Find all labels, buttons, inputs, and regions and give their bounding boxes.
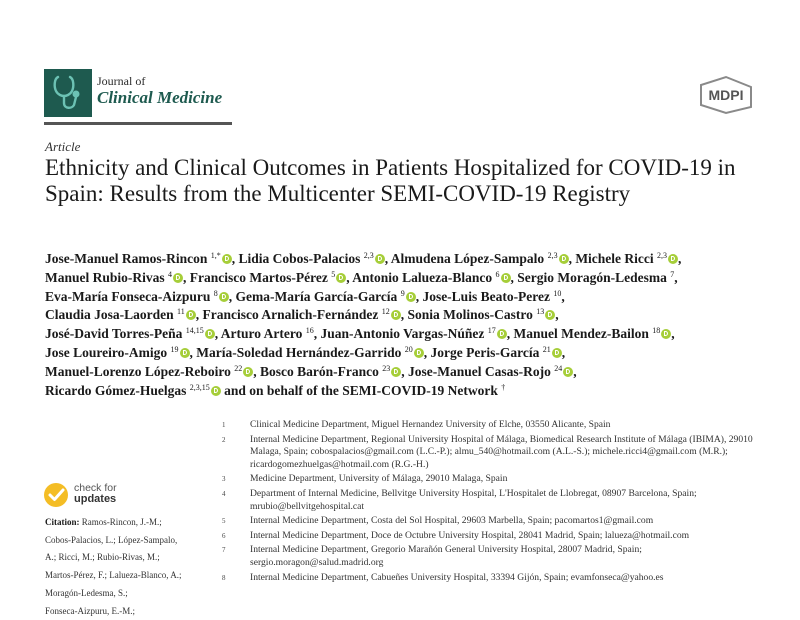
affiliation-item [222,572,767,585]
affiliation-number: 8 [222,573,226,582]
orcid-icon[interactable] [180,348,190,358]
author-name[interactable]: Sonia Molinos-Castro [407,307,537,323]
citation-line [45,532,210,550]
citation-line [45,567,210,585]
journal-name [97,75,222,108]
affiliation-number: 5 [222,517,226,526]
affiliation-superscript: 23 [382,363,391,373]
affiliation-superscript: 19 [170,344,179,354]
affiliation-number: 4 [222,489,226,498]
affiliation-item [222,544,767,569]
affiliation-superscript: 16 [305,326,314,336]
author-line: Jose Loureiro-Amigo $^{19}$ , María-Soledad Hernández-Garrido $^{20}$ , Jorge Peris-García $^{21}$ , [45,344,566,360]
affiliation-superscript: 14,15 [185,326,204,336]
author-name[interactable]: Eva-María Fonseca-Aizpuru [45,288,214,304]
citation-text: Cobos-Palacios, L.; López-Sampalo, [45,534,178,545]
affiliation-superscript: 13 [536,307,545,317]
author-name[interactable]: Manuel-Lorenzo López-Reboiro [45,363,235,379]
affiliation-superscript: 7 [670,269,675,279]
author-name[interactable]: Michele Ricci [575,251,658,266]
author-name[interactable]: Antonio Lalueza-Blanco [352,269,496,285]
author-name[interactable]: Jose-Luis Beato-Perez [422,288,554,304]
affiliation-item [222,515,767,528]
affiliation-superscript: 9 [400,288,405,298]
orcid-icon[interactable] [211,386,221,396]
orcid-icon[interactable] [406,292,416,302]
affiliation-superscript: 12 [381,307,390,317]
affiliation-superscript: 20 [404,344,413,354]
affiliation-item [222,530,767,543]
affiliation-superscript: 5 [331,269,336,279]
author-line [45,382,735,401]
orcid-icon[interactable] [668,254,678,264]
author-name[interactable]: Lidia Cobos-Palacios [238,251,364,266]
affiliation-item [222,434,767,472]
affiliation-superscript: 21 [542,344,551,354]
affiliation-superscript: 11 [177,307,185,317]
article-type: Article [45,139,81,154]
orcid-icon[interactable] [391,310,401,320]
affiliation-superscript: 24 [554,363,563,373]
orcid-icon[interactable] [336,273,346,283]
affiliation-number: 1 [222,421,226,429]
orcid-icon[interactable] [497,329,507,339]
journal-title: Clinical Medicine [97,88,223,107]
orcid-icon[interactable] [205,329,215,339]
affiliation-superscript: 2,3 [657,251,668,260]
orcid-icon[interactable] [391,367,401,377]
affiliation-item [222,419,767,432]
orcid-icon[interactable] [414,348,424,358]
citation-text: A.; Ricci, M.; Rubio-Rivas, M.; [45,552,160,563]
author-name[interactable]: Jose-Manuel Ramos-Rincon [45,251,211,266]
journal-logo [44,69,92,117]
affiliation-item [222,473,767,486]
affiliation-text: Internal Medicine Department, Doce de Octubre University Hospital, 28041 Madrid, Spain; lalueza@hotmail.com [250,529,690,541]
author-name[interactable]: Jose Loureiro-Amigo [45,344,171,360]
header-divider [44,122,232,125]
orcid-icon[interactable] [563,367,573,377]
affiliation-text: Internal Medicine Department, Regional University Hospital of Málaga, Biomedical Research Institute of Málaga (IBIMA), 29010 Malaga, Spain; cobospalacios@gmail.com (L.C.-P.); almu_540@hotmail.com (A.L.-S.); michele.ricci4@gmail.com (M.R.); ricardogomezhuelgas@hotmail.com (R.G.-H.) [250,433,753,470]
affiliation-superscript: 4 [168,269,173,279]
citation-text: Moragón-Ledesma, S.; [45,587,128,598]
affiliation-number: 3 [222,475,226,484]
author-line: Manuel-Lorenzo López-Reboiro $^{22}$ , Bosco Barón-Franco $^{23}$ , Jose-Manuel Casas-Rojo $^{24}$ , [45,363,577,379]
affiliation-text: Department of Internal Medicine, Bellvitge University Hospital, L'Hospitalet de Llobregat, 08907 Barcelona, Spain; mrubio@bellvitgehospital.cat [250,487,697,512]
author-line: Jose-Manuel Ramos-Rincon $^{1,*}$ , Lidia Cobos-Palacios $^{2,3}$ , Almudena López-Sampalo $^{2,3}$ , Michele Ricci $^{2,3}$ , [45,251,682,266]
journal-of-label: Journal of [97,74,146,88]
author-name[interactable]: Manuel Rubio-Rivas [45,269,169,285]
citation-block [45,514,210,620]
citation-label: Citation: [45,517,82,527]
affiliation-list [222,419,767,586]
orcid-icon[interactable] [501,273,511,283]
affiliation-superscript: 2,3,15 [189,382,210,392]
author-name[interactable]: Juan-Antonio Vargas-Núñez [320,326,488,342]
author-name[interactable]: Jorge Peris-García [430,344,543,360]
orcid-icon[interactable] [545,310,555,320]
network-footnote-mark: † [501,382,506,392]
article-title: Ethnicity and Clinical Outcomes in Patients Hospitalized for COVID-19 in Spain: Results from the Multicenter SEMI-COVID-19 Registry [45,155,736,206]
affiliation-text: Internal Medicine Department, Gregorio Marañón General University Hospital, 28007 Madrid, Spain; sergio.moragon@salud.madrid.org [250,544,642,568]
check-updates-icon [44,483,68,507]
author-name[interactable]: Jose-Manuel Casas-Rojo [407,363,555,379]
orcid-icon[interactable] [661,329,671,339]
orcid-icon[interactable] [375,254,385,264]
affiliation-text: Medicine Department, University of Málaga, 29010 Malaga, Spain [250,473,508,485]
stethoscope-icon [50,73,86,113]
affiliation-text: Clinical Medicine Department, Miguel Hernandez University of Elche, 03550 Alicante, Spain [250,419,611,430]
affiliation-number: 7 [222,546,226,555]
affiliation-superscript: 1,* [210,251,221,260]
orcid-icon[interactable] [243,367,253,377]
mdpi-text: MDPI [708,87,744,103]
citation-text: Fonseca-Aizpuru, E.-M.; [45,605,135,616]
author-name[interactable]: José-David Torres-Peña [45,326,186,342]
author-name[interactable]: Almudena López-Sampalo [390,251,548,266]
author-name[interactable]: Francisco Martos-Pérez [189,269,332,285]
orcid-icon[interactable] [552,348,562,358]
check-updates-line2: updates [74,493,117,505]
author-name[interactable]: Gema-María García-García [235,288,401,304]
author-name[interactable]: María-Soledad Hernández-Garrido [196,344,405,360]
affiliation-superscript: 18 [652,326,661,336]
affiliation-superscript: 22 [234,363,243,373]
citation-text: Martos-Pérez, F.; Lalueza-Blanco, A.; [45,570,182,581]
affiliation-superscript: 6 [495,269,500,279]
orcid-icon[interactable] [219,292,229,302]
check-updates-line1: check for [74,482,117,494]
author-name[interactable]: Ricardo Gómez-Huelgas [45,382,190,398]
affiliation-item [222,488,767,513]
mdpi-logo [696,75,756,115]
author-line: Eva-María Fonseca-Aizpuru $^8$ , Gema-María García-García $^9$ , Jose-Luis Beato-Perez $^{10}$, [45,288,565,304]
journal-header [44,69,764,129]
citation-line [45,514,210,532]
orcid-icon[interactable] [222,254,232,264]
affiliation-superscript: 2,3 [547,251,558,260]
author-line: Manuel Rubio-Rivas $^4$ , Francisco Martos-Pérez $^5$ , Antonio Lalueza-Blanco $^6$ , Sergio Moragón-Ledesma $^7$, [45,269,678,285]
author-line: José-David Torres-Peña $^{14,15}$ , Arturo Artero $^{16}$, Juan-Antonio Vargas-Núñez $^{17}$ , Manuel Mendez-Bailon $^{18}$ , [45,326,675,342]
author-name[interactable]: Francisco Arnalich-Fernández [202,307,382,323]
affiliation-text: Internal Medicine Department, Costa del Sol Hospital, 29603 Marbella, Spain; pacomartos1@gmail.com [250,515,654,527]
citation-line [45,549,210,567]
network-credit: and on behalf of the SEMI-COVID-19 Network [224,382,502,398]
author-name[interactable]: Claudia Josa-Laorden [45,307,178,323]
author-name[interactable]: Sergio Moragón-Ledesma [517,269,671,285]
citation-text: Ramos-Rincon, J.-M.; [81,517,162,527]
affiliation-superscript: 10 [553,288,562,298]
author-line: Claudia Josa-Laorden $^{11}$ , Francisco Arnalich-Fernández $^{12}$ , Sonia Molinos-Castro $^{13}$ , [45,307,559,323]
affiliation-superscript: 2,3 [363,251,374,260]
affiliation-superscript: 8 [213,288,218,298]
author-name[interactable]: Bosco Barón-Franco [259,363,383,379]
orcid-icon[interactable] [559,254,569,264]
check-for-updates-badge[interactable] [44,483,204,511]
affiliation-text: Internal Medicine Department, Cabueñes University Hospital, 33394 Gijón, Spain; evamfonseca@yahoo.es [250,571,664,583]
citation-line [45,603,210,620]
affiliation-number: 2 [222,435,226,444]
affiliation-superscript: 17 [487,326,496,336]
orcid-icon[interactable] [186,310,196,320]
author-name[interactable]: Manuel Mendez-Bailon [513,326,653,342]
author-name[interactable]: Arturo Artero [220,326,306,342]
affiliation-number: 6 [222,531,226,540]
orcid-icon[interactable] [173,273,183,283]
author-list [45,250,735,400]
